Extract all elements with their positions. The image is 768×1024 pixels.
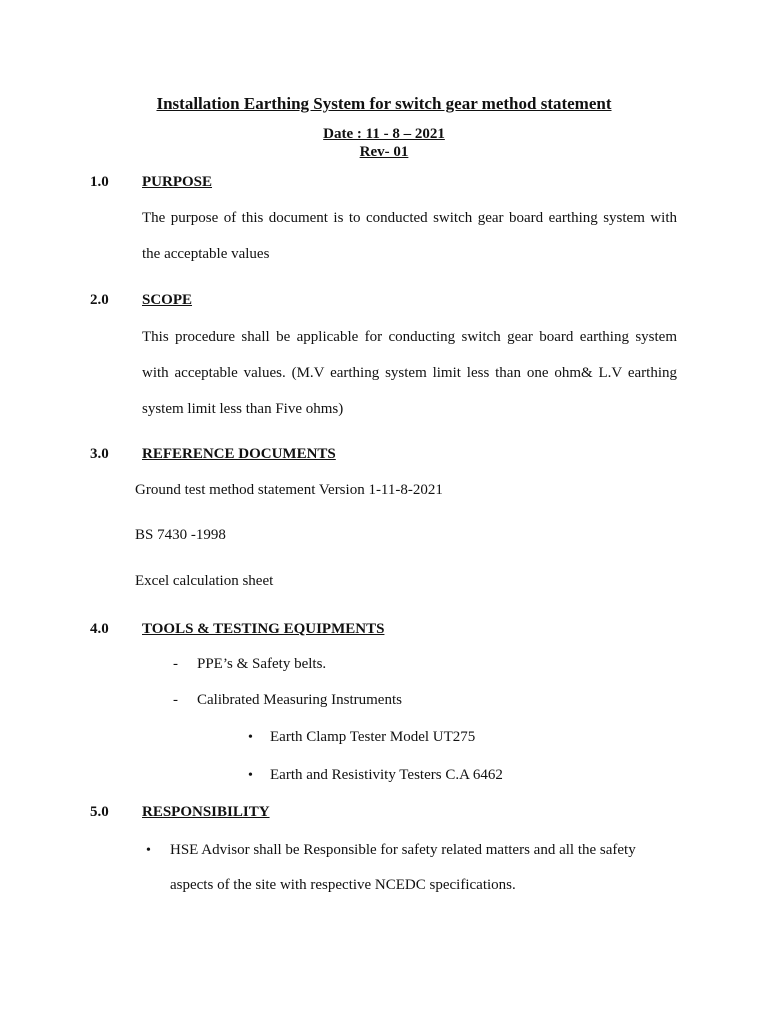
section-heading-responsibility: RESPONSIBILITY (142, 804, 270, 820)
dash-marker: - (173, 656, 178, 672)
document-date: Date : 11 - 8 – 2021 (323, 126, 445, 142)
responsibility-line: aspects of the site with respective NCEDC specifications. (170, 877, 516, 893)
section-heading-references: REFERENCE DOCUMENTS (142, 446, 336, 462)
dash-marker: - (173, 692, 178, 708)
section-number-references: 3.0 (90, 446, 109, 462)
bullet-marker: • (248, 768, 253, 783)
section-number-responsibility: 5.0 (90, 804, 109, 820)
scope-line: This procedure shall be applicable for conducting switch gear board earthing system (142, 329, 677, 345)
document-revision: Rev- 01 (359, 144, 409, 160)
reference-item: Excel calculation sheet (135, 573, 274, 589)
purpose-paragraph (142, 208, 677, 280)
bullet-marker: • (248, 730, 253, 745)
scope-paragraph (142, 327, 677, 435)
tool-item: Calibrated Measuring Instruments (197, 692, 402, 708)
document-title: Installation Earthing System for switch gear method statement (156, 94, 612, 113)
reference-item: Ground test method statement Version 1-11-8-2021 (135, 482, 443, 498)
responsibility-line: HSE Advisor shall be Responsible for safety related matters and all the safety (170, 842, 636, 858)
section-heading-tools: TOOLS & TESTING EQUIPMENTS (142, 621, 385, 637)
section-heading-scope: SCOPE (142, 292, 193, 308)
section-number-tools: 4.0 (90, 621, 109, 637)
tool-item: PPE’s & Safety belts. (197, 656, 327, 672)
section-number-purpose: 1.0 (90, 174, 109, 190)
section-number-scope: 2.0 (90, 292, 109, 308)
section-heading-purpose: PURPOSE (142, 174, 213, 190)
bullet-marker: • (146, 843, 151, 858)
purpose-line: the acceptable values (142, 246, 270, 262)
scope-line: system limit less than Five ohms) (142, 401, 344, 417)
reference-item: BS 7430 -1998 (135, 527, 226, 543)
purpose-line: The purpose of this document is to conducted switch gear board earthing system with (142, 210, 677, 226)
instrument-item: Earth and Resistivity Testers C.A 6462 (270, 767, 503, 783)
instrument-item: Earth Clamp Tester Model UT275 (270, 729, 476, 745)
scope-line: with acceptable values. (M.V earthing system limit less than one ohm& L.V earthing (142, 365, 677, 381)
